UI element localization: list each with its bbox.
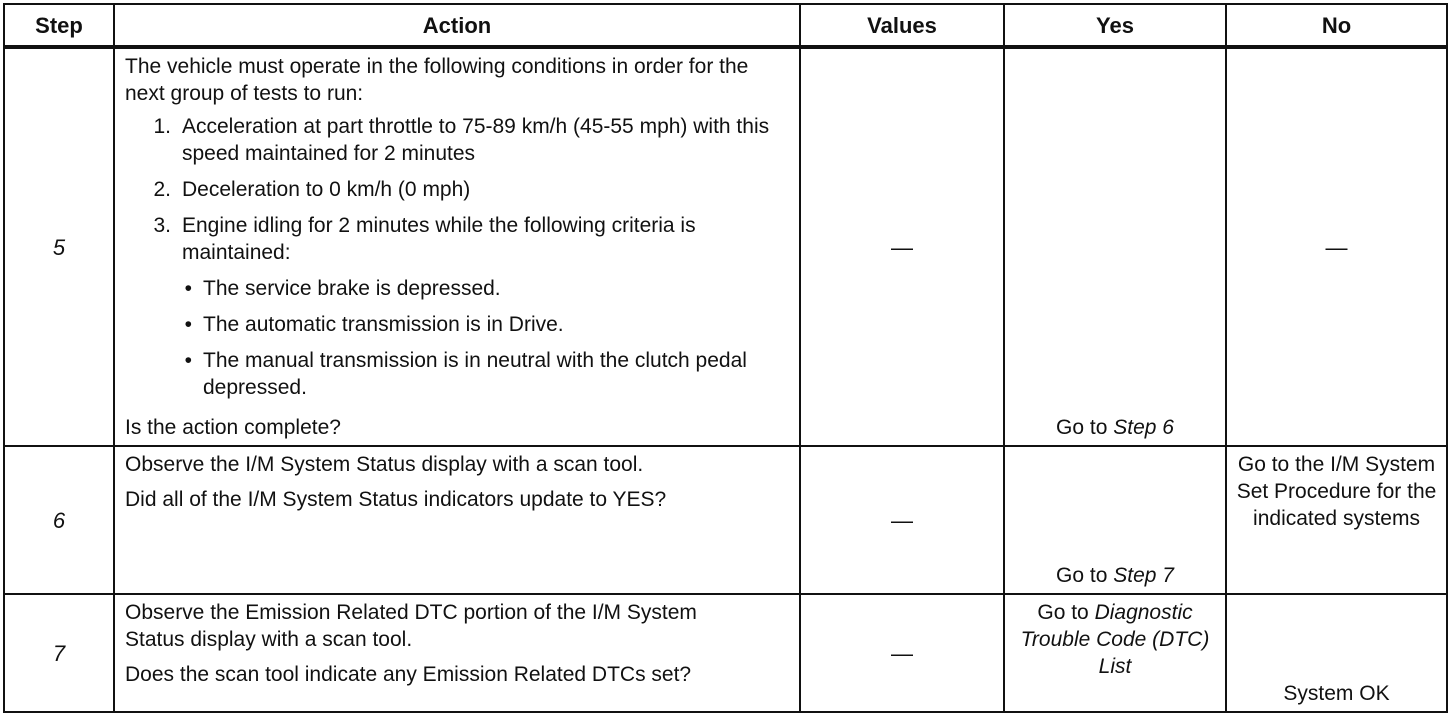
bullet-item [160, 311, 789, 338]
yes-cell [1004, 47, 1226, 446]
diagnostic-table [3, 3, 1448, 713]
table-row-step-6 [4, 446, 1447, 594]
action-question: Did all of the I/M System Status indicators update to YES? [125, 488, 667, 511]
list-number: 2. [153, 178, 171, 201]
action-intro: The vehicle must operate in the following conditions in order for the next group of tests to run: [125, 55, 749, 105]
no-cell[interactable]: Go to the I/M System Set Procedure for the indicated systems [1226, 446, 1447, 594]
bullet-icon: • [184, 349, 192, 372]
bullet-item [160, 347, 789, 401]
header-row [4, 4, 1447, 47]
yes-prefix: Go to [1056, 564, 1114, 587]
step-6-link[interactable]: Step 6 [1113, 416, 1174, 439]
criteria-list [182, 275, 789, 401]
bullet-icon: • [184, 313, 192, 336]
list-item-body [182, 212, 789, 405]
step-number: 7 [4, 594, 114, 712]
header-yes: Yes [1004, 4, 1226, 47]
list-text: Deceleration to 0 km/h (0 mph) [182, 178, 471, 201]
header-no: No [1226, 4, 1447, 47]
list-text: Engine idling for 2 minutes while the following criteria is maintained: [182, 214, 696, 264]
condition-list [125, 113, 789, 405]
bullet-text: The automatic transmission is in Drive. [203, 313, 564, 336]
header-values: Values [800, 4, 1004, 47]
action-instruction: Observe the Emission Related DTC portion of the I/M System Status display with a scan tool. [125, 601, 697, 651]
header-step: Step [4, 4, 114, 47]
yes-cell [1004, 594, 1226, 712]
table-row-step-5 [4, 47, 1447, 446]
values-cell: — [800, 594, 1004, 712]
no-cell: — [1226, 47, 1447, 446]
values-cell: — [800, 446, 1004, 594]
bullet-text: The service brake is depressed. [203, 277, 501, 300]
list-text: Acceleration at part throttle to 75-89 km/h (45-55 mph) with this speed maintained for 2 minutes [182, 115, 770, 165]
bullet-text: The manual transmission is in neutral with the clutch pedal depressed. [203, 349, 747, 399]
bullet-icon: • [184, 277, 192, 300]
action-cell [114, 47, 800, 446]
action-instruction: Observe the I/M System Status display with a scan tool. [125, 453, 644, 476]
table-row-step-7 [4, 594, 1447, 712]
values-cell: — [800, 47, 1004, 446]
list-number: 1. [153, 115, 171, 138]
yes-prefix: Go to [1037, 601, 1095, 624]
list-number: 3. [153, 214, 171, 237]
header-action: Action [114, 4, 800, 47]
list-item [125, 176, 789, 203]
yes-cell [1004, 446, 1226, 594]
action-question: Does the scan tool indicate any Emission Related DTCs set? [125, 663, 692, 686]
bullet-item [160, 275, 789, 302]
action-question: Is the action complete? [125, 416, 341, 439]
step-number: 6 [4, 446, 114, 594]
yes-prefix: Go to [1056, 416, 1114, 439]
action-cell [114, 446, 800, 594]
dtc-list-link[interactable]: Diagnostic Trouble Code (DTC) List [1020, 601, 1210, 678]
no-cell: System OK [1226, 594, 1447, 712]
step-7-link[interactable]: Step 7 [1113, 564, 1174, 587]
action-cell [114, 594, 800, 712]
list-item [125, 113, 789, 167]
list-item [125, 212, 789, 405]
step-number: 5 [4, 47, 114, 446]
